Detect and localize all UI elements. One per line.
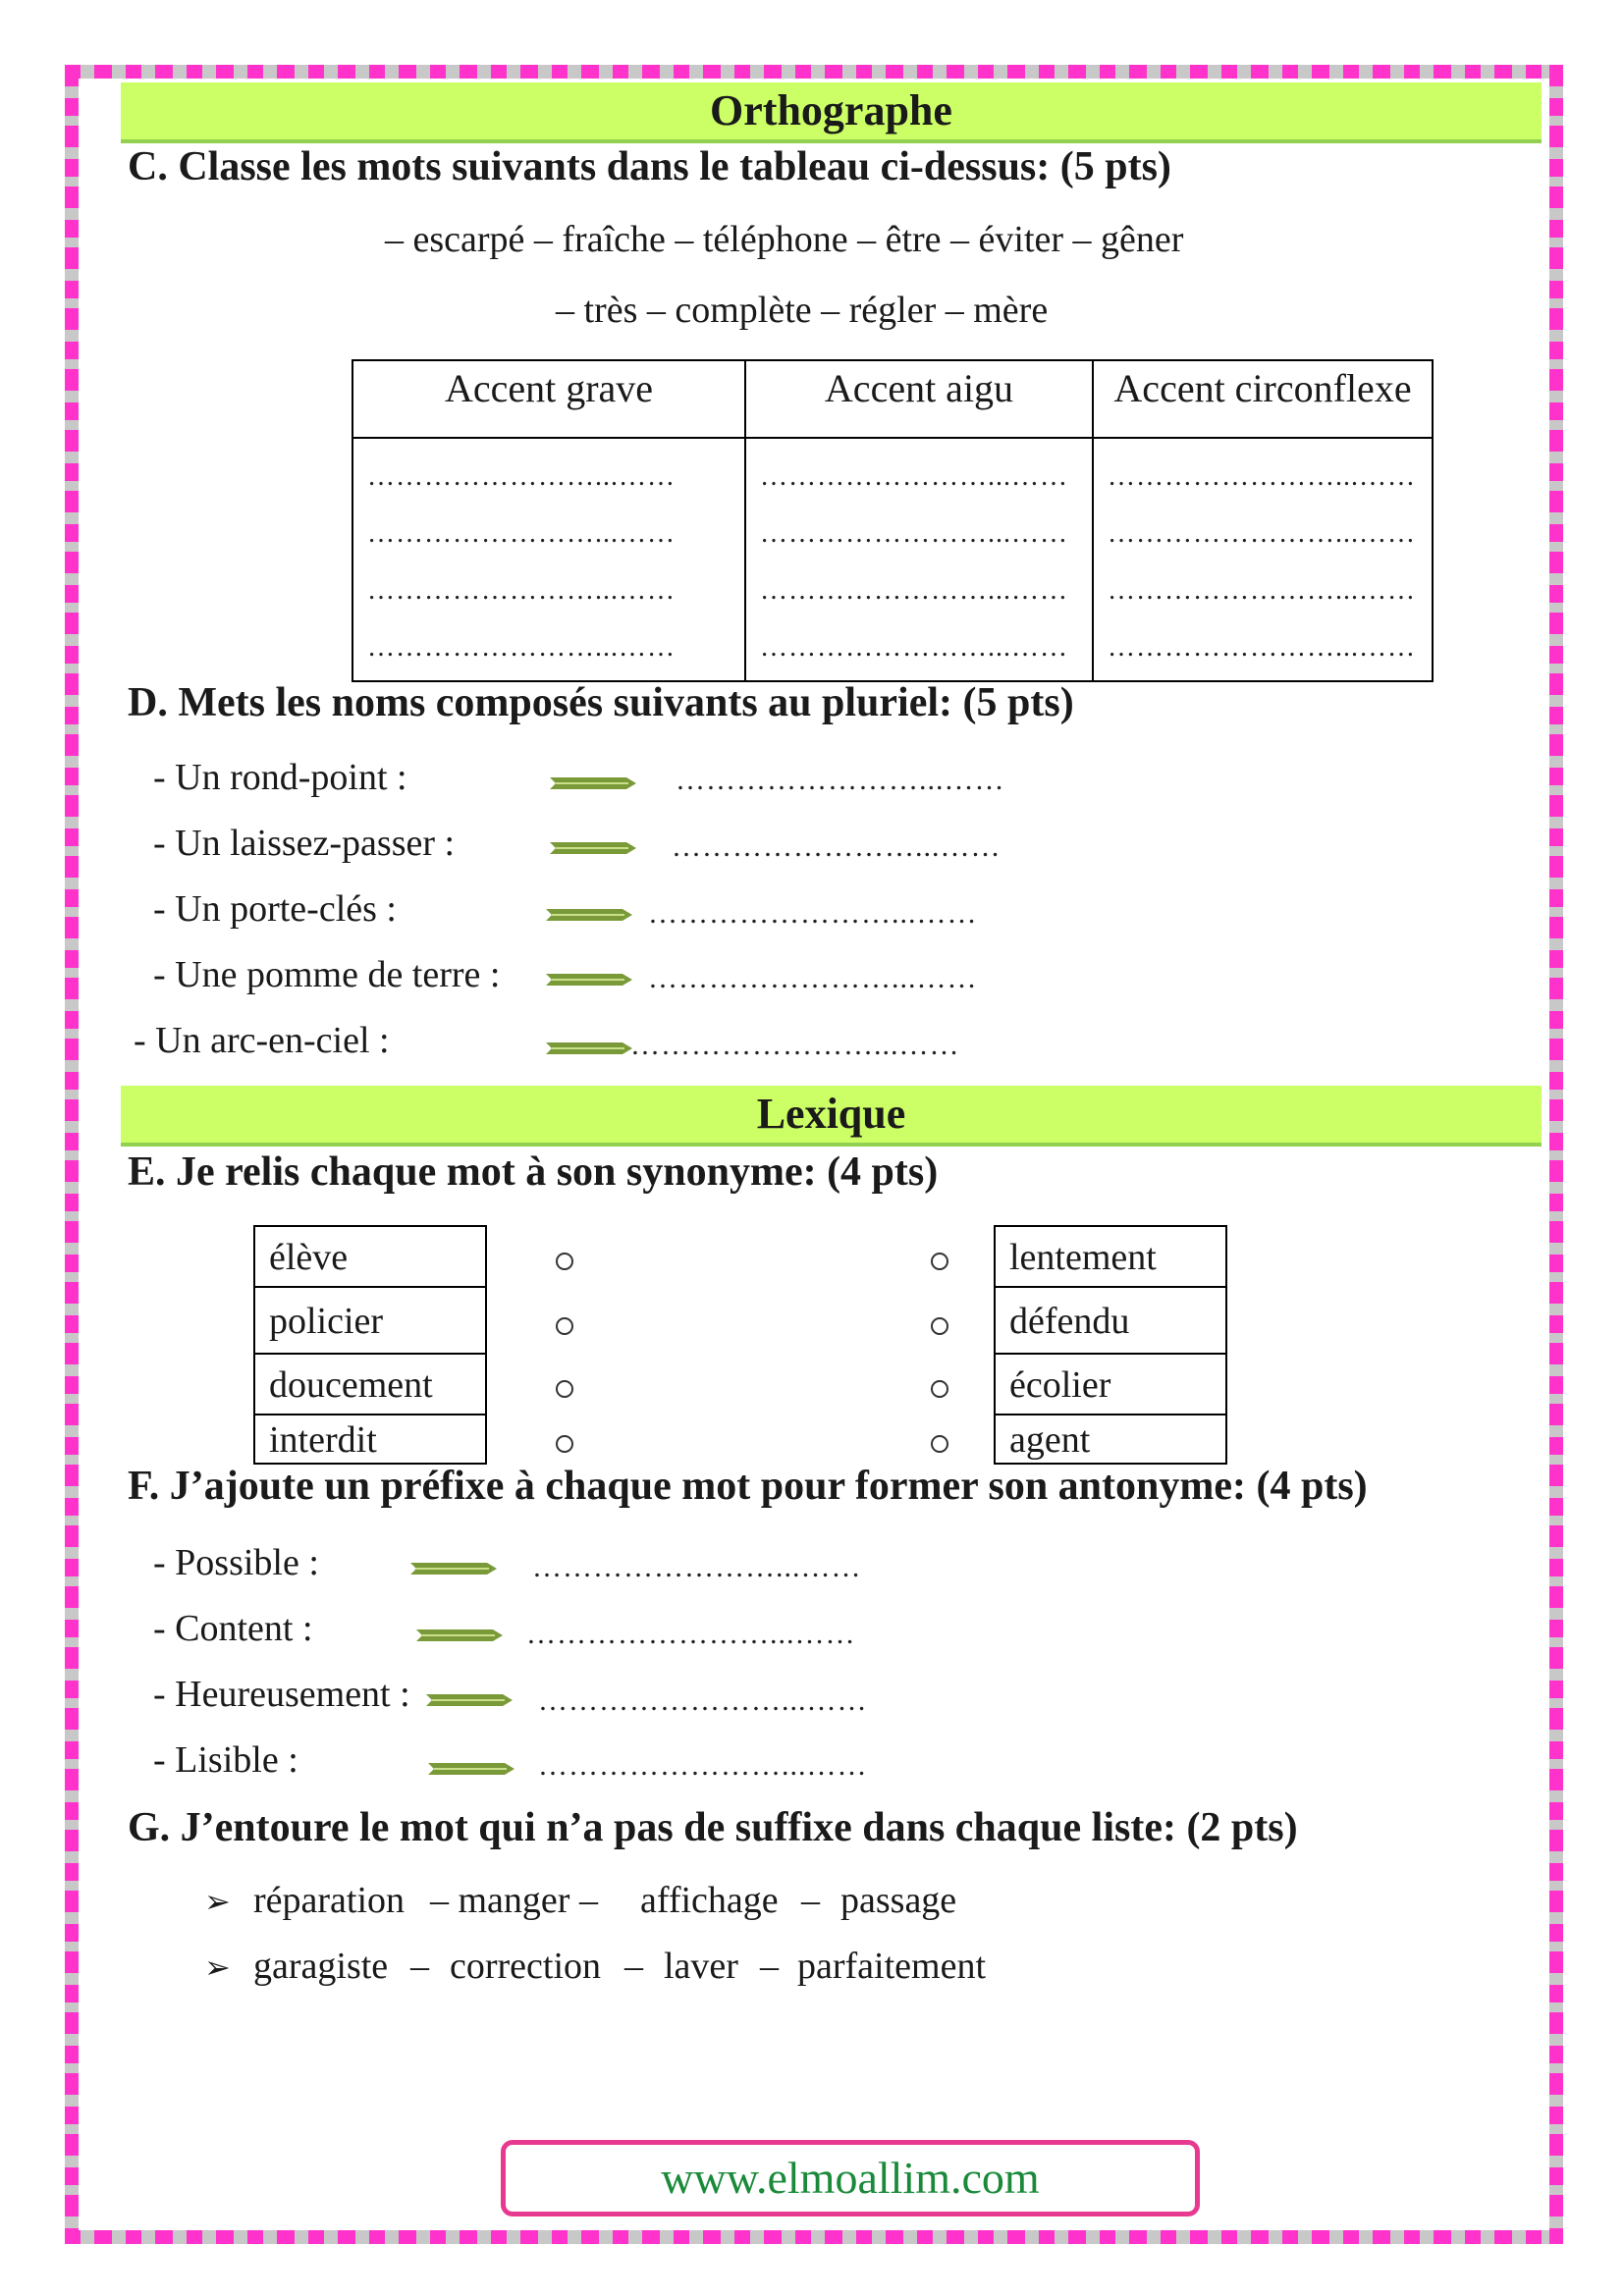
frame-top-border: [65, 65, 1563, 79]
column-header-accent-grave: Accent grave: [352, 360, 745, 438]
word-cell: élève: [255, 1227, 485, 1288]
connector-dot[interactable]: [556, 1435, 573, 1453]
section-title-orthographe: Orthographe: [121, 82, 1542, 143]
suffix-word[interactable]: parfaitement: [797, 1946, 987, 1987]
suffix-word[interactable]: passage: [840, 1880, 957, 1921]
exercise-c-words-line2: – très – complète – régler – mère: [556, 290, 1049, 331]
compound-noun-item: - Un porte-clés :: [153, 888, 397, 930]
compound-noun-item: - Un arc-en-ciel :: [134, 1020, 390, 1061]
arrow-icon: [546, 907, 632, 923]
prefix-item: - Lisible :: [153, 1739, 298, 1781]
word-cell: doucement: [255, 1355, 485, 1415]
suffix-separator: –: [410, 1946, 429, 1987]
arrow-icon: [426, 1692, 513, 1708]
exercise-c-words-line1: – escarpé – fraîche – téléphone – être – éviter – gêner: [385, 219, 1184, 260]
suffix-separator: – manger –: [430, 1880, 598, 1921]
arrow-icon: [428, 1761, 514, 1777]
connector-dot[interactable]: [931, 1253, 948, 1270]
answer-blank[interactable]: ……………………...……: [648, 962, 978, 994]
suffix-word[interactable]: garagiste: [253, 1946, 389, 1987]
section-title-lexique: Lexique: [121, 1086, 1542, 1147]
exercise-g-heading: G. J’entoure le mot qui n’a pas de suffixe dans chaque liste: (2 pts): [128, 1805, 1298, 1850]
suffix-word[interactable]: affichage: [640, 1880, 779, 1921]
answer-blank[interactable]: ……………………...……: [538, 1749, 868, 1782]
suffix-separator: –: [624, 1946, 643, 1987]
answer-cell-accent-aigu[interactable]: [745, 438, 1093, 681]
suffix-word[interactable]: réparation: [253, 1880, 406, 1921]
column-header-accent-circonflexe: Accent circonflexe: [1093, 360, 1433, 438]
blank-line[interactable]: ……………………...……: [1108, 575, 1416, 606]
arrow-icon: [546, 1041, 632, 1056]
arrow-icon: [546, 972, 632, 988]
arrow-bullet-icon: ➢: [204, 1949, 231, 1985]
word-cell: interdit: [255, 1415, 485, 1465]
word-cell: lentement: [996, 1227, 1225, 1288]
answer-cell-accent-circonflexe[interactable]: [1093, 438, 1433, 681]
answer-blank[interactable]: ……………………...……: [526, 1618, 856, 1650]
connector-dot[interactable]: [556, 1380, 573, 1398]
arrow-icon: [416, 1628, 503, 1643]
blank-line[interactable]: ……………………...……: [1108, 632, 1416, 663]
word-cell: agent: [996, 1415, 1225, 1465]
connector-dot[interactable]: [556, 1253, 573, 1270]
answer-cell-accent-grave[interactable]: [352, 438, 745, 681]
frame-bottom-border: [65, 2230, 1563, 2244]
exercise-e-heading: E. Je relis chaque mot à son synonyme: (4 pts): [128, 1149, 939, 1195]
answer-blank[interactable]: ……………………...……: [538, 1684, 868, 1717]
word-cell: défendu: [996, 1288, 1225, 1355]
suffix-word[interactable]: laver: [664, 1946, 738, 1987]
word-box-left: [253, 1225, 487, 1465]
connector-dot[interactable]: [931, 1435, 948, 1453]
answer-blank[interactable]: ……………………...……: [648, 897, 978, 930]
blank-line[interactable]: ……………………...……: [1108, 518, 1416, 549]
blank-line[interactable]: ……………………...……: [367, 632, 676, 663]
connector-dot[interactable]: [931, 1317, 948, 1335]
word-cell: policier: [255, 1288, 485, 1355]
answer-blank[interactable]: ……………………...……: [532, 1551, 862, 1583]
blank-line[interactable]: ……………………...……: [760, 575, 1068, 606]
answer-blank[interactable]: ……………………...……: [630, 1029, 960, 1061]
frame-right-border: [1549, 65, 1563, 2244]
answer-blank[interactable]: ……………………...……: [676, 764, 1005, 796]
frame-left-border: [65, 65, 79, 2244]
website-link[interactable]: www.elmoallim.com: [501, 2140, 1200, 2216]
arrow-icon: [410, 1561, 497, 1576]
blank-line[interactable]: ……………………...……: [760, 518, 1068, 549]
blank-line[interactable]: ……………………...……: [367, 461, 676, 492]
blank-line[interactable]: ……………………...……: [1108, 461, 1416, 492]
answer-blank[interactable]: ……………………...……: [672, 830, 1001, 863]
prefix-item: - Heureusement :: [153, 1674, 410, 1715]
exercise-d-heading: D. Mets les noms composés suivants au pluriel: (5 pts): [128, 680, 1074, 725]
word-cell: écolier: [996, 1355, 1225, 1415]
compound-noun-item: - Un rond-point :: [153, 757, 407, 798]
blank-line[interactable]: ……………………...……: [367, 518, 676, 549]
prefix-item: - Content :: [153, 1608, 313, 1649]
arrow-bullet-icon: ➢: [204, 1884, 231, 1919]
blank-line[interactable]: ……………………...……: [367, 575, 676, 606]
blank-line[interactable]: ……………………...……: [760, 632, 1068, 663]
blank-line[interactable]: ……………………...……: [760, 461, 1068, 492]
column-header-accent-aigu: Accent aigu: [745, 360, 1093, 438]
exercise-f-heading: F. J’ajoute un préfixe à chaque mot pour former son antonyme: (4 pts): [128, 1464, 1368, 1509]
arrow-icon: [550, 775, 636, 791]
compound-noun-item: - Un laissez-passer :: [153, 823, 456, 864]
suffix-word[interactable]: correction: [450, 1946, 602, 1987]
compound-noun-item: - Une pomme de terre :: [153, 954, 501, 995]
suffix-separator: –: [801, 1880, 820, 1921]
prefix-item: - Possible :: [153, 1542, 319, 1583]
accent-table: [352, 359, 1434, 682]
word-box-right: [994, 1225, 1227, 1465]
exercise-c-heading: C. Classe les mots suivants dans le tableau ci-dessus: (5 pts): [128, 144, 1171, 189]
suffix-separator: –: [760, 1946, 779, 1987]
connector-dot[interactable]: [556, 1317, 573, 1335]
arrow-icon: [550, 840, 636, 856]
connector-dot[interactable]: [931, 1380, 948, 1398]
